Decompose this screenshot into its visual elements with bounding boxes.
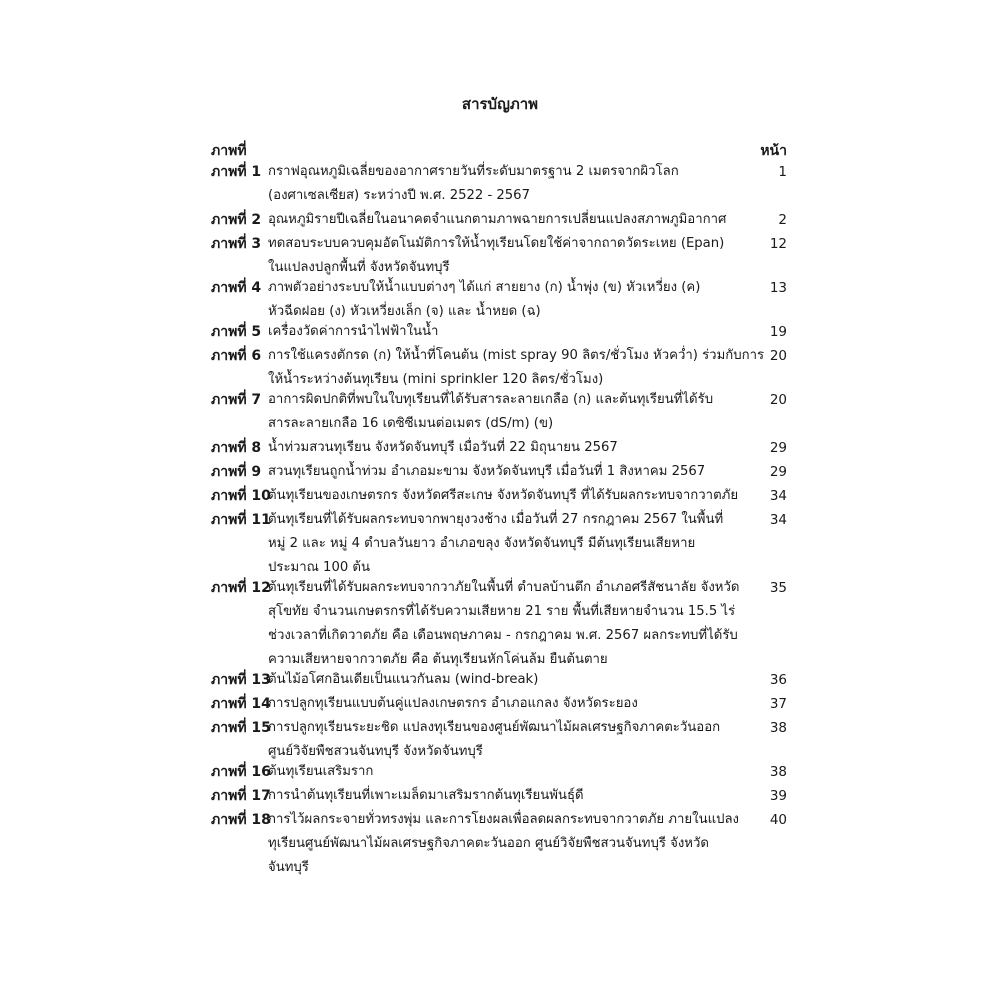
figure-label: ภาพที่ 2 xyxy=(211,212,262,228)
caption-line: ภาพตัวอย่างระบบให้น้ำแบบต่างๆ ได้แก่ สายยาง (ก) น้ำพุ่ง (ข) หัวเหวี่ยง (ค) xyxy=(268,280,701,295)
column-header-page: หน้า xyxy=(760,143,787,159)
page-number: 20 xyxy=(769,392,787,408)
page-number: 29 xyxy=(769,440,787,456)
caption-line: ต้นทุเรียนของเกษตรกร จังหวัดศรีสะเกษ จังหวัดจันทบุรี ที่ได้รับผลกระทบจากวาตภัย xyxy=(268,488,739,503)
figure-caption xyxy=(268,576,740,672)
figure-caption xyxy=(268,484,739,508)
page-title: สารบัญภาพ xyxy=(461,95,539,113)
page-number: 1 xyxy=(778,164,787,180)
figure-caption xyxy=(268,692,736,716)
caption-line: ต้นทุเรียนที่ได้รับผลกระทบจากวาภัยในพื้นที่ ตำบลบ้านตึก อำเภอศรีสัชนาลัย จังหวัด xyxy=(268,580,740,595)
figure-caption xyxy=(268,808,739,880)
caption-line: ศูนย์วิจัยพืชสวนจันทบุรี จังหวัดจันทบุรี xyxy=(268,744,483,759)
figure-caption xyxy=(268,760,736,784)
page-number: 34 xyxy=(769,488,787,504)
figure-label: ภาพที่ 3 xyxy=(211,236,262,252)
column-header-figure: ภาพที่ xyxy=(211,143,247,159)
page-number: 12 xyxy=(769,236,787,252)
page-number: 2 xyxy=(778,212,787,228)
caption-line: เครื่องวัดค่าการนำไฟฟ้าในน้ำ xyxy=(268,324,439,339)
caption-line: การปลูกทุเรียนระยะชิด แปลงทุเรียนของศูนย์พัฒนาไม้ผลเศรษฐกิจภาคตะวันออก xyxy=(268,720,721,735)
figure-label: ภาพที่ 9 xyxy=(211,464,262,480)
page-number: 38 xyxy=(769,720,787,736)
caption-line: น้ำท่วมสวนทุเรียน จังหวัดจันทบุรี เมื่อวันที่ 22 มิถุนายน 2567 xyxy=(268,440,618,455)
figure-label: ภาพที่ 10 xyxy=(211,488,271,504)
figure-caption xyxy=(268,436,736,460)
caption-line: สุโขทัย จำนวนเกษตรกรที่ได้รับความเสียหาย 21 ราย พื้นที่เสียหายจำนวน 15.5 ไร่ xyxy=(268,604,736,619)
page-number: 39 xyxy=(769,788,787,804)
figure-label: ภาพที่ 8 xyxy=(211,440,262,456)
figure-caption xyxy=(268,460,736,484)
page-number: 38 xyxy=(769,764,787,780)
caption-line: ให้น้ำระหว่างต้นทุเรียน (mini sprinkler 120 ลิตร/ชั่วโมง) xyxy=(268,372,604,387)
figure-caption xyxy=(268,232,736,280)
caption-line: ในแปลงปลูกพื้นที่ จังหวัดจันทบุรี xyxy=(268,260,450,275)
figure-caption xyxy=(268,716,736,764)
page-number: 40 xyxy=(769,812,787,828)
figure-label: ภาพที่ 12 xyxy=(211,580,271,596)
caption-line: สวนทุเรียนถูกน้ำท่วม อำเภอมะขาม จังหวัดจันทบุรี เมื่อวันที่ 1 สิงหาคม 2567 xyxy=(268,464,706,479)
figure-label: ภาพที่ 4 xyxy=(211,280,262,296)
page-number: 13 xyxy=(769,280,787,296)
figure-label: ภาพที่ 11 xyxy=(211,512,271,528)
caption-line: ความเสียหายจากวาตภัย คือ ต้นทุเรียนหักโค่นล้ม ยืนต้นตาย xyxy=(268,652,608,667)
figure-caption xyxy=(268,208,736,232)
caption-line: การใช้แครงตักรด (ก) ให้น้ำที่โคนต้น (mist spray 90 ลิตร/ชั่วโมง หัวคว่ำ) ร่วมกับการ xyxy=(268,348,765,363)
figure-caption xyxy=(268,668,736,692)
figure-caption xyxy=(268,388,736,436)
caption-line: หมู่ 2 และ หมู่ 4 ตำบลวันยาว อำเภอขลุง จังหวัดจันทบุรี มีต้นทุเรียนเสียหาย xyxy=(268,536,696,551)
figure-label: ภาพที่ 7 xyxy=(211,392,262,408)
figure-label: ภาพที่ 16 xyxy=(211,764,271,780)
page-number: 20 xyxy=(769,348,787,364)
page-number: 29 xyxy=(769,464,787,480)
caption-line: (องศาเซลเซียส) ระหว่างปี พ.ศ. 2522 - 2567 xyxy=(268,188,530,203)
caption-line: จันทบุรี xyxy=(268,860,309,875)
caption-line: ทุเรียนศูนย์พัฒนาไม้ผลเศรษฐกิจภาคตะวันออก ศูนย์วิจัยพืชสวนจันทบุรี จังหวัด xyxy=(268,836,709,851)
page-number: 35 xyxy=(769,580,787,596)
page-number: 34 xyxy=(769,512,787,528)
figure-caption xyxy=(268,276,736,324)
figure-caption xyxy=(268,508,736,580)
figure-label: ภาพที่ 14 xyxy=(211,696,271,712)
figure-label: ภาพที่ 6 xyxy=(211,348,262,364)
page-number: 37 xyxy=(769,696,787,712)
caption-line: อาการผิดปกติที่พบในใบทุเรียนที่ได้รับสารละลายเกลือ (ก) และต้นทุเรียนที่ได้รับ xyxy=(268,392,714,407)
figure-label: ภาพที่ 17 xyxy=(211,788,271,804)
caption-line: การนำต้นทุเรียนที่เพาะเมล็ดมาเสริมรากต้นทุเรียนพันธุ์ดี xyxy=(268,788,584,803)
page-number: 36 xyxy=(769,672,787,688)
caption-line: ทดสอบระบบควบคุมอัตโนมัติการให้น้ำทุเรียนโดยใช้ค่าจากถาดวัดระเหย (Epan) xyxy=(268,236,725,251)
figure-label: ภาพที่ 13 xyxy=(211,672,271,688)
caption-line: การปลูกทุเรียนแบบต้นคู่แปลงเกษตรกร อำเภอแกลง จังหวัดระยอง xyxy=(268,696,638,711)
caption-line: การไว้ผลกระจายทั่วทรงพุ่ม และการโยงผลเพื่อลดผลกระทบจากวาตภัย ภายในแปลง xyxy=(268,812,739,827)
figure-label: ภาพที่ 18 xyxy=(211,812,271,828)
caption-line: หัวฉีดฝอย (ง) หัวเหวี่ยงเล็ก (จ) และ น้ำหยด (ฉ) xyxy=(268,304,541,319)
caption-line: ช่วงเวลาที่เกิดวาตภัย คือ เดือนพฤษภาคม - กรกฎาคม พ.ศ. 2567 ผลกระทบที่ได้รับ xyxy=(268,628,738,643)
caption-line: อุณหภูมิรายปีเฉลี่ยในอนาคตจำแนกตามภาพฉายการเปลี่ยนแปลงสภาพภูมิอากาศ xyxy=(268,212,727,227)
figure-caption xyxy=(268,344,765,392)
caption-line: กราฟอุณหภูมิเฉลี่ยของอากาศรายวันที่ระดับมาตรฐาน 2 เมตรจากผิวโลก xyxy=(268,164,679,179)
page-number: 19 xyxy=(769,324,787,340)
caption-line: ต้นทุเรียนที่ได้รับผลกระทบจากพายุงวงช้าง เมื่อวันที่ 27 กรกฎาคม 2567 ในพื้นที่ xyxy=(268,512,724,527)
figure-label: ภาพที่ 1 xyxy=(211,164,262,180)
caption-line: สารละลายเกลือ 16 เดซิซีเมนต่อเมตร (dS/m) (ข) xyxy=(268,416,554,431)
caption-line: ต้นทุเรียนเสริมราก xyxy=(268,764,374,779)
caption-line: ประมาณ 100 ต้น xyxy=(268,560,371,575)
figure-caption xyxy=(268,160,736,208)
figure-caption xyxy=(268,320,736,344)
figure-label: ภาพที่ 15 xyxy=(211,720,271,736)
figure-caption xyxy=(268,784,736,808)
caption-line: ต้นไม้อโศกอินเดียเป็นแนวกันลม (wind-break) xyxy=(268,672,539,687)
figure-label: ภาพที่ 5 xyxy=(211,324,262,340)
